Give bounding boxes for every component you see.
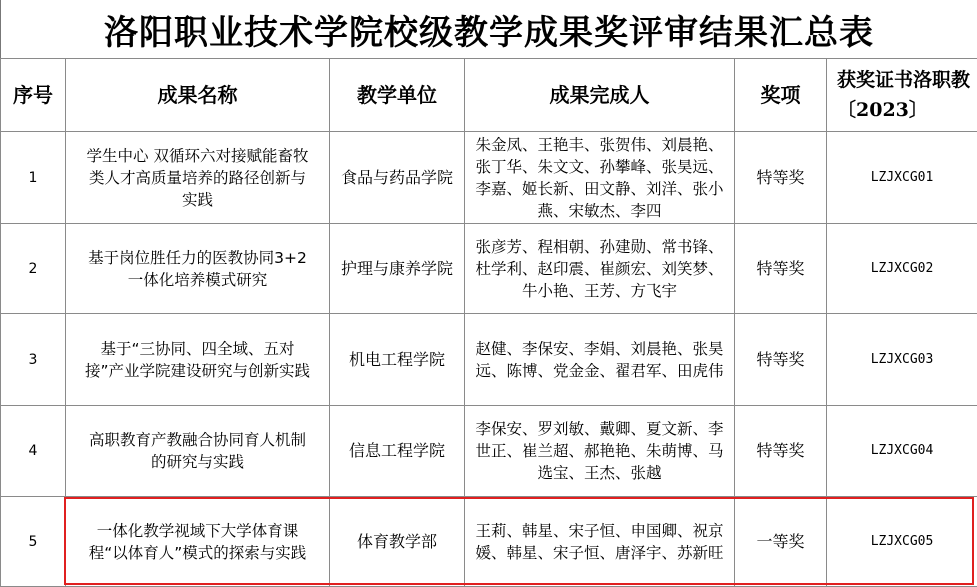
cell-people (465, 132, 735, 224)
cell-people-text: 李保安、罗刘敏、戴卿、夏文新、李世正、崔兰超、郝艳艳、朱萌博、马选宝、王杰、张越 (475, 420, 724, 482)
table-row-highlighted (1, 497, 977, 587)
cell-name: 高职教育产教融合协同育人机制的研究与实践 (66, 406, 330, 497)
cell-cert: LZJXCG02 (827, 224, 977, 314)
table-row (1, 406, 977, 497)
cell-unit: 体育教学部 (330, 497, 465, 587)
table-row (1, 314, 977, 406)
col-header-unit: 教学单位 (330, 59, 465, 132)
col-header-name: 成果名称 (66, 59, 330, 132)
col-header-seq: 序号 (1, 59, 66, 132)
cell-people (465, 314, 735, 406)
cell-people-text: 张彦芳、程相朝、孙建勋、常书锋、杜学利、赵印震、崔颜宏、刘笑梦、牛小艳、王芳、方飞宇 (475, 237, 724, 300)
table-row (1, 132, 977, 224)
cell-name: 学生中心 双循环六对接赋能畜牧类人才高质量培养的路径创新与实践 (66, 132, 330, 224)
cell-people (465, 224, 735, 314)
cell-people-text: 赵健、李保安、李娟、刘晨艳、张昊远、陈博、党金金、翟君军、田虎伟 (475, 339, 724, 380)
cell-cert: LZJXCG01 (827, 132, 977, 224)
cell-cert: LZJXCG03 (827, 314, 977, 406)
cell-unit: 机电工程学院 (330, 314, 465, 406)
cell-unit: 信息工程学院 (330, 406, 465, 497)
cell-unit: 食品与药品学院 (330, 132, 465, 224)
cell-name: 基于岗位胜任力的医教协同3+2一体化培养模式研究 (66, 224, 330, 314)
cell-people (465, 497, 735, 587)
cell-award: 特等奖 (735, 224, 827, 314)
cell-cert: LZJXCG05 (827, 497, 977, 587)
cell-people-text: 王莉、韩星、宋子恒、申国卿、祝京媛、韩星、宋子恒、唐泽宇、苏新旺 (475, 521, 724, 562)
cell-award: 特等奖 (735, 406, 827, 497)
cell-seq: 4 (1, 406, 66, 497)
cell-seq: 3 (1, 314, 66, 406)
cell-people (465, 406, 735, 497)
cell-award: 特等奖 (735, 132, 827, 224)
header-row (1, 59, 977, 132)
col-header-award: 奖项 (735, 59, 827, 132)
col-header-cert: 获奖证书洛职教 〔2023〕 (827, 59, 977, 132)
col-header-people: 成果完成人 (465, 59, 735, 132)
cell-name: 基于“三协同、四全域、五对接”产业学院建设研究与创新实践 (66, 314, 330, 406)
cell-name: 一体化教学视域下大学体育课程“以体育人”模式的探索与实践 (66, 497, 330, 587)
cell-cert: LZJXCG04 (827, 406, 977, 497)
cell-unit: 护理与康养学院 (330, 224, 465, 314)
table-row (1, 224, 977, 314)
cell-seq: 5 (1, 497, 66, 587)
cell-people-text: 朱金凤、王艳丰、张贺伟、刘晨艳、张丁华、朱文文、孙攀峰、张昊远、李嘉、姬长新、田文静、刘洋、张小燕、宋敏杰、李四 (475, 135, 724, 220)
cell-award: 一等奖 (735, 497, 827, 587)
cell-award: 特等奖 (735, 314, 827, 406)
cell-seq: 2 (1, 224, 66, 314)
cell-seq: 1 (1, 132, 66, 224)
results-table (0, 58, 977, 587)
page-title: 洛阳职业技术学院校级教学成果奖评审结果汇总表 (0, 0, 977, 58)
